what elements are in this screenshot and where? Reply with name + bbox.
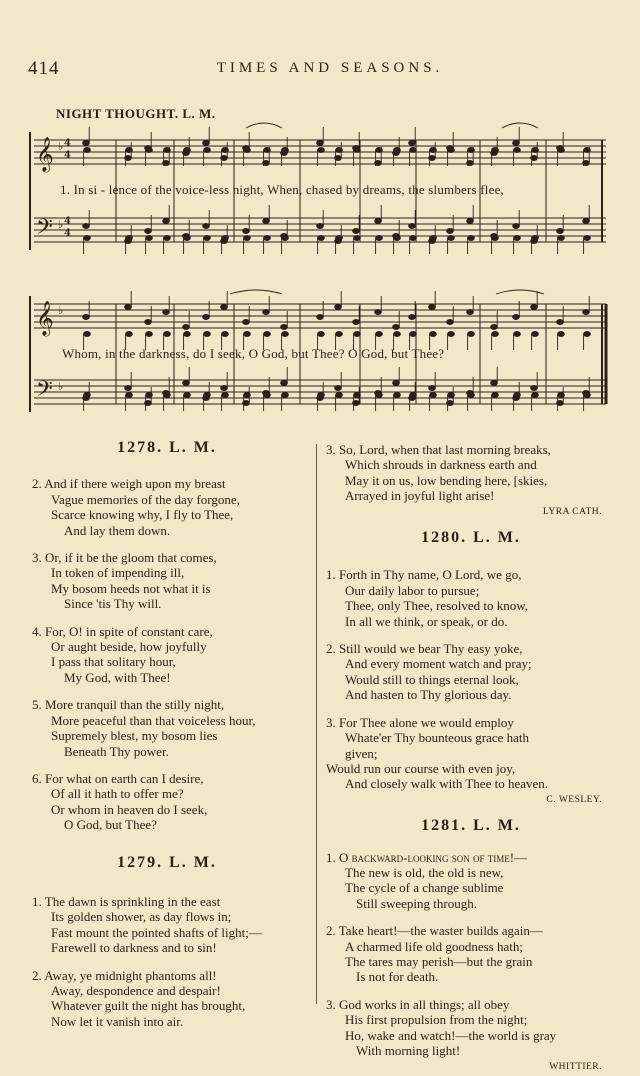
note-head <box>514 148 521 153</box>
note-head <box>164 236 171 241</box>
note-head <box>429 305 436 310</box>
note-head <box>409 141 416 146</box>
note-head <box>584 148 591 153</box>
note-head <box>84 236 91 241</box>
verse-line: Or aught beside, how joyfully <box>51 639 207 655</box>
note-head <box>375 219 382 224</box>
note-head <box>467 310 474 315</box>
hymn-number-1281: 1281. L. M. <box>421 817 521 835</box>
note-head <box>184 332 191 337</box>
svg-text:♭: ♭ <box>58 140 64 153</box>
hymn-number-1279: 1279. L. M. <box>117 853 217 871</box>
note-head <box>532 393 539 398</box>
verse-line: 1. Forth in Thy name, O Lord, we go, <box>326 567 522 583</box>
note-head <box>429 386 436 391</box>
note-head <box>513 224 520 229</box>
bass-clef-icon: 𝄢 <box>36 215 53 245</box>
note-head <box>353 229 360 234</box>
note-head <box>558 148 565 153</box>
note-head <box>203 224 210 229</box>
note-head <box>557 320 564 325</box>
verse-line: Whate'er Thy bounteous grace hath <box>345 730 530 746</box>
note-head <box>492 393 499 398</box>
note-head <box>84 332 91 337</box>
stanza <box>32 624 302 686</box>
note-head <box>558 332 565 337</box>
stanza <box>32 476 302 538</box>
note-head <box>447 320 454 325</box>
note-head <box>532 332 539 337</box>
note-head <box>410 148 417 153</box>
note-head <box>336 148 343 153</box>
note-head <box>221 386 228 391</box>
verse-line: 3. Or, if it be the gloom that comes, <box>32 550 217 566</box>
note-head <box>146 393 153 398</box>
note-head <box>243 320 250 325</box>
note-head <box>354 332 361 337</box>
note-head <box>557 229 564 234</box>
note-head <box>532 148 539 153</box>
verse-line: Its golden shower, as day flows in; <box>51 909 232 925</box>
note-head <box>317 315 324 320</box>
verse-line: 2. Away, ye midnight phantoms all! <box>32 967 217 983</box>
verse-line: O God, but Thee? <box>64 817 157 833</box>
verse-line: His first propulsion from the night; <box>345 1012 528 1028</box>
note-head <box>204 393 211 398</box>
note-head <box>409 224 416 229</box>
note-head <box>584 332 591 337</box>
note-head <box>448 236 455 241</box>
note-head <box>514 393 521 398</box>
verse-line: Which shrouds in darkness earth and <box>345 457 537 473</box>
treble-clef-icon: 𝄞 <box>36 137 54 172</box>
verse-line: More peaceful than that voiceless hour, <box>51 712 256 728</box>
note-head <box>376 393 383 398</box>
note-head <box>468 148 475 153</box>
verse-line: My bosom heeds not what it is <box>51 580 211 596</box>
verse-line: Of all it hath to offer me? <box>51 786 184 802</box>
note-head <box>430 332 437 337</box>
note-head <box>203 141 210 146</box>
note-head <box>491 381 498 386</box>
svg-text:4: 4 <box>64 216 71 227</box>
verse-line: Scarce knowing why, I fly to Thee, <box>51 507 234 523</box>
stanza <box>326 997 616 1059</box>
note-head <box>410 393 417 398</box>
note-head <box>430 236 437 241</box>
note-head <box>264 332 271 337</box>
note-head <box>264 148 271 153</box>
verse-line: 4. For, O! in spite of constant care, <box>32 623 213 639</box>
note-head <box>164 393 171 398</box>
note-head <box>146 148 153 153</box>
note-head <box>222 236 229 241</box>
note-head <box>491 325 498 330</box>
stanza <box>326 442 616 504</box>
treble-clef-icon: 𝄞 <box>36 301 54 336</box>
note-head <box>318 236 325 241</box>
verse-line: 2. Take heart!—the waster builds again— <box>326 923 543 939</box>
note-head <box>531 305 538 310</box>
note-head <box>145 229 152 234</box>
note-head <box>126 148 133 153</box>
verse-line: 3. So, Lord, when that last morning breaks, <box>326 442 551 457</box>
verse-line: In all we think, or speak, or do. <box>345 613 508 629</box>
note-head <box>222 393 229 398</box>
verse-line: A charmed life old goodness hath; <box>345 938 523 954</box>
note-head <box>184 393 191 398</box>
note-head <box>264 236 271 241</box>
note-head <box>467 219 474 224</box>
svg-text:♭: ♭ <box>58 218 64 231</box>
stanza <box>326 567 616 629</box>
verse-line: And lay them down. <box>64 522 171 538</box>
note-head <box>394 393 401 398</box>
note-head <box>448 332 455 337</box>
verse-line: 6. For what on earth can I desire, <box>32 770 204 786</box>
verse-line: My God, with Thee! <box>64 669 171 685</box>
note-head <box>584 393 591 398</box>
verse-line: 2. And if there weigh upon my breast <box>32 476 226 492</box>
note-head <box>430 393 437 398</box>
note-head <box>492 236 499 241</box>
verse-line: Would still to things eternal look, <box>345 671 519 687</box>
note-head <box>83 141 90 146</box>
verse-line: 5. More tranquil than the stilly night, <box>32 697 225 713</box>
note-head <box>409 315 416 320</box>
note-head <box>394 148 401 153</box>
note-head <box>318 148 325 153</box>
attribution: WHITTIER. <box>549 1062 602 1073</box>
note-head <box>125 386 132 391</box>
note-head <box>282 148 289 153</box>
note-head <box>376 236 383 241</box>
note-head <box>318 393 325 398</box>
stanza <box>32 771 302 833</box>
lyric-line-2: Whom, in the darkness, do I seek, O God, but Thee? O God, but Thee? <box>62 346 445 361</box>
note-head <box>125 305 132 310</box>
verse-line: Farewell to darkness and to sin! <box>51 940 217 956</box>
verse-line: The new is old, the old is new, <box>345 864 504 880</box>
note-head <box>222 332 229 337</box>
stanza <box>326 641 616 703</box>
svg-text:♭: ♭ <box>58 380 64 393</box>
note-head <box>163 219 170 224</box>
note-head <box>126 332 133 337</box>
bass-clef-icon: 𝄢 <box>36 377 53 407</box>
note-head <box>514 236 521 241</box>
left-column <box>32 440 302 1029</box>
note-head <box>532 236 539 241</box>
stanza <box>326 923 616 985</box>
note-head <box>336 393 343 398</box>
verse-line: The cycle of a change sublime <box>345 880 504 896</box>
note-head <box>531 386 538 391</box>
note-head <box>336 332 343 337</box>
note-head <box>83 224 90 229</box>
note-head <box>281 381 288 386</box>
verse-line: 2. Still would we bear Thy easy yoke, <box>326 641 523 657</box>
note-head <box>204 148 211 153</box>
note-head <box>84 393 91 398</box>
note-head <box>184 148 191 153</box>
music-score <box>20 118 620 428</box>
note-head <box>164 148 171 153</box>
note-head <box>410 332 417 337</box>
verse-line: given; <box>345 745 378 761</box>
stanza <box>32 697 302 759</box>
note-head <box>146 236 153 241</box>
note-head <box>353 320 360 325</box>
verse-line: The tares may perish—but the grain <box>345 953 533 969</box>
note-head <box>492 148 499 153</box>
note-head <box>204 236 211 241</box>
note-head <box>222 148 229 153</box>
note-head <box>448 148 455 153</box>
note-head <box>317 141 324 146</box>
note-head <box>393 381 400 386</box>
note-head <box>513 315 520 320</box>
note-head <box>375 310 382 315</box>
verse-line: May it on us, low bending here, [skies, <box>345 472 548 488</box>
verse-line: In token of impending ill, <box>51 565 185 581</box>
verse-line: Thee, only Thee, resolved to know, <box>345 598 529 614</box>
note-head <box>145 320 152 325</box>
note-head <box>336 236 343 241</box>
note-head <box>410 236 417 241</box>
note-head <box>394 236 401 241</box>
verse-line: Arrayed in joyful light arise! <box>345 488 495 504</box>
verse-line: 1. The dawn is sprinkling in the east <box>32 893 221 909</box>
attribution: C. WESLEY. <box>546 794 602 805</box>
note-head <box>430 148 437 153</box>
running-head: TIMES AND SEASONS. <box>216 60 444 76</box>
note-head <box>394 332 401 337</box>
note-head <box>264 393 271 398</box>
svg-text:4: 4 <box>64 228 71 239</box>
verse-line: Supremely blest, my bosom lies <box>51 728 218 744</box>
note-head <box>282 393 289 398</box>
note-head <box>376 148 383 153</box>
hymn-number-1278: 1278. L. M. <box>117 439 217 456</box>
svg-text:4: 4 <box>64 150 71 161</box>
svg-text:4: 4 <box>64 138 71 149</box>
hymn-number-1280: 1280. L. M. <box>421 529 521 547</box>
stanza <box>32 550 302 612</box>
note-head <box>447 229 454 234</box>
note-head <box>263 310 270 315</box>
note-head <box>84 148 91 153</box>
note-head <box>163 310 170 315</box>
note-head <box>335 305 342 310</box>
verse-line: Beneath Thy power. <box>64 743 169 759</box>
note-head <box>492 332 499 337</box>
note-head <box>468 332 475 337</box>
page-header <box>20 58 620 82</box>
note-head <box>335 386 342 391</box>
note-head <box>514 332 521 337</box>
stanza <box>326 850 616 912</box>
note-head <box>146 332 153 337</box>
note-head <box>244 236 251 241</box>
note-head <box>376 332 383 337</box>
note-head <box>183 325 190 330</box>
verse-line: And every moment watch and pray; <box>345 656 532 672</box>
note-head <box>583 219 590 224</box>
note-head <box>126 393 133 398</box>
note-head <box>558 393 565 398</box>
note-head <box>243 229 250 234</box>
note-head <box>468 236 475 241</box>
note-head <box>244 148 251 153</box>
note-head <box>513 141 520 146</box>
note-head <box>203 315 210 320</box>
verse-line: Fast mount the pointed shafts of light;— <box>51 924 262 940</box>
stanza <box>32 968 302 1030</box>
verse-line: 1. O backward-looking son of time!— <box>326 849 528 865</box>
note-head <box>183 381 190 386</box>
note-head <box>354 148 361 153</box>
verse-line: Now let it vanish into air. <box>51 1013 184 1029</box>
verse-line: And hasten to Thy glorious day. <box>345 687 512 703</box>
note-head <box>393 325 400 330</box>
verse-line: Our daily labor to pursue; <box>345 582 480 598</box>
note-head <box>468 393 475 398</box>
note-head <box>184 236 191 241</box>
column-divider <box>316 444 317 1004</box>
note-head <box>126 236 133 241</box>
stanza <box>326 715 616 792</box>
note-head <box>558 236 565 241</box>
stanza <box>32 894 302 956</box>
tune-title: NIGHT THOUGHT. L. M. <box>56 106 216 121</box>
note-head <box>244 332 251 337</box>
note-head <box>354 393 361 398</box>
verse-line: 3. For Thee alone we would employ <box>326 714 514 730</box>
verse-line: Whatever guilt the night has brought, <box>51 998 246 1014</box>
note-head <box>583 310 590 315</box>
verse-line: With morning light! <box>356 1043 461 1058</box>
right-column <box>326 440 616 1076</box>
note-head <box>448 393 455 398</box>
note-head <box>354 236 361 241</box>
note-head <box>281 325 288 330</box>
verse-line: And closely walk with Thee to heaven. <box>345 776 549 792</box>
svg-text:♭: ♭ <box>58 304 64 317</box>
attribution: LYRA CATH. <box>543 506 602 517</box>
verse-line: Or whom in heaven do I seek, <box>51 801 208 817</box>
verse-line: Vague memories of the day forgone, <box>51 491 240 507</box>
note-head <box>282 236 289 241</box>
lyric-line-1: 1. In si - lence of the voice-less night, When, chased by dreams, the slumbers flee, <box>60 182 504 197</box>
note-head <box>204 332 211 337</box>
verse-line: Would run our course with even joy, <box>326 760 516 776</box>
note-head <box>584 236 591 241</box>
note-head <box>263 219 270 224</box>
verse-line: Ho, wake and watch!—the world is gray <box>345 1027 557 1043</box>
verse-line: 3. God works in all things; all obey <box>326 996 510 1012</box>
page-number: 414 <box>28 58 60 79</box>
note-head <box>221 305 228 310</box>
verse-line: Away, despondence and despair! <box>51 982 221 998</box>
verse-line: Is not for death. <box>356 969 439 985</box>
note-head <box>318 332 325 337</box>
note-head <box>317 224 324 229</box>
note-head <box>164 332 171 337</box>
note-head <box>282 332 289 337</box>
verse-line: Since 'tis Thy will. <box>64 596 162 612</box>
verse-line: I pass that solitary hour, <box>51 654 176 670</box>
note-head <box>83 315 90 320</box>
verse-line: Still sweeping through. <box>356 895 477 911</box>
note-head <box>244 393 251 398</box>
